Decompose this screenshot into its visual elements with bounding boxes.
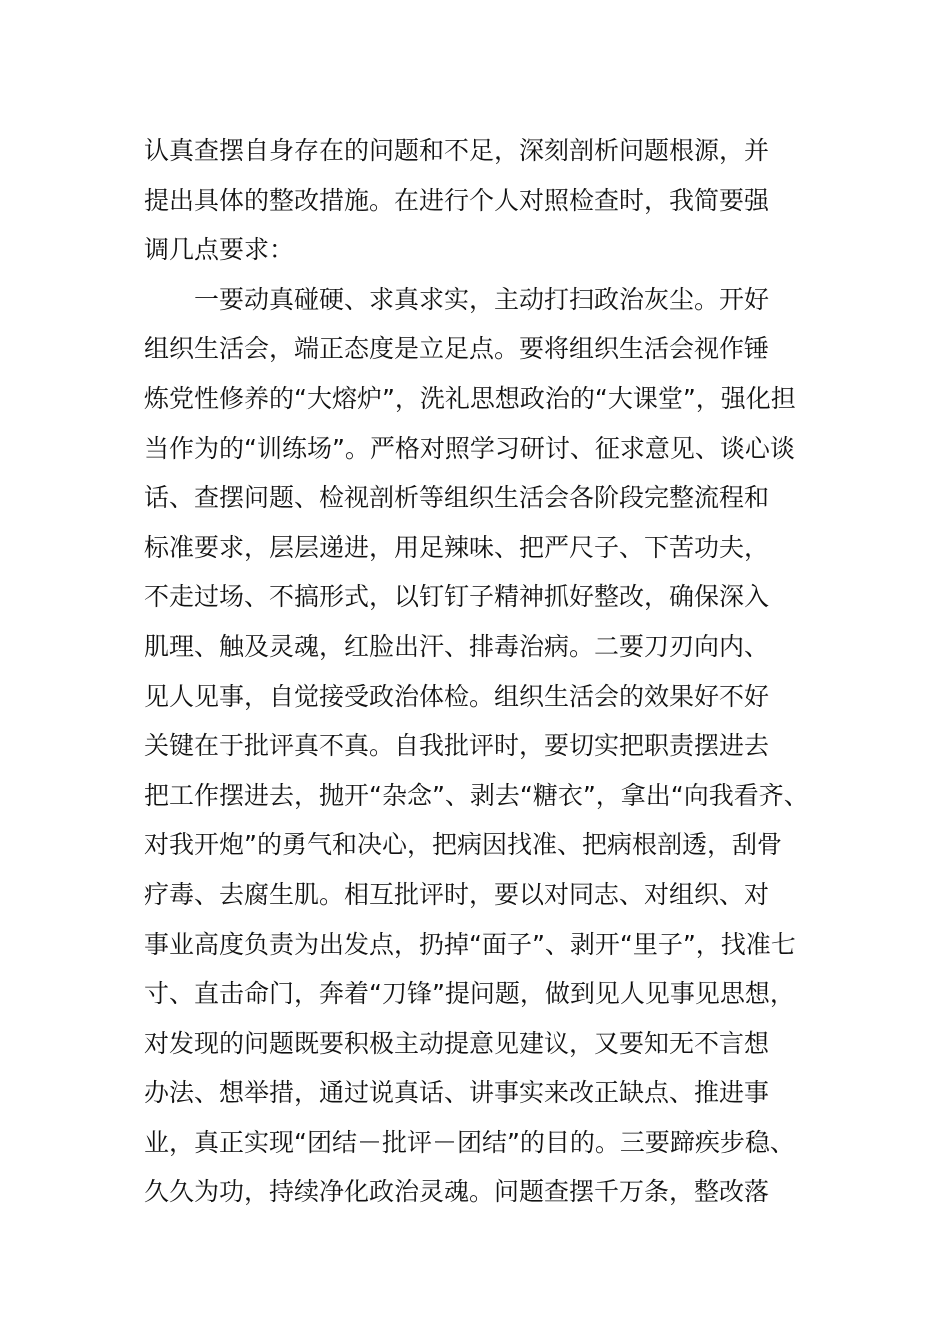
text-line-8: 话、查摆问题、检视剖析等组织生活会各阶段完整流程和 [144, 483, 770, 513]
text-line-14: 把工作摆进去，抛开“杂念”、剥去“糖衣”，拿出“向我看齐、 [144, 780, 809, 810]
text-line-16: 疗毒、去腐生肌。相互批评时，要以对同志、对组织、对 [144, 879, 770, 909]
text-line-11: 肌理、触及灵魂，红脸出汗、排毒治病。二要刀刃向内、 [144, 631, 770, 661]
text-line-20: 办法、想举措，通过说真话、讲事实来改正缺点、推进事 [144, 1078, 770, 1108]
text-line-1: 认真查摆自身存在的问题和不足，深刻剖析问题根源，并 [144, 136, 770, 165]
text-line-5: 组织生活会，端正态度是立足点。要将组织生活会视作锤 [144, 334, 770, 364]
text-line-22: 久久为功，持续净化政治灵魂。问题查摆千万条，整改落 [144, 1177, 770, 1207]
body-text [144, 126, 808, 1217]
text-line-2: 提出具体的整改措施。在进行个人对照检查时，我简要强 [144, 185, 770, 215]
text-line-3: 调几点要求： [144, 235, 295, 265]
text-line-7: 当作为的“训练场”。严格对照学习研讨、征求意见、谈心谈 [144, 433, 795, 463]
text-line-10: 不走过场、不搞形式，以钉钉子精神抓好整改，确保深入 [144, 582, 770, 612]
text-line-15: 对我开炮”的勇气和决心，把病因找准、把病根剖透，刮骨 [144, 830, 782, 860]
text-line-17: 事业高度负责为出发点，扔掉“面子”、剥开“里子”，找准七 [144, 929, 796, 959]
text-line-12: 见人见事，自觉接受政治体检。组织生活会的效果好不好 [144, 681, 770, 711]
text-line-19: 对发现的问题既要积极主动提意见建议，又要知无不言想 [144, 1028, 770, 1058]
text-line-9: 标准要求，层层递进，用足辣味、把严尺子、下苦功夫， [144, 532, 770, 562]
text-line-4: 一要动真碰硬、求真求实，主动打扫政治灰尘。开好 [144, 284, 770, 314]
text-line-21: 业，真正实现“团结－批评－团结”的目的。三要蹄疾步稳、 [144, 1127, 795, 1157]
text-line-6: 炼党性修养的“大熔炉”，洗礼思想政治的“大课堂”，强化担 [144, 383, 796, 413]
text-line-13: 关键在于批评真不真。自我批评时，要切实把职责摆进去 [144, 731, 770, 761]
text-line-18: 寸、直击命门，奔着“刀锋”提问题，做到见人见事见思想， [144, 979, 795, 1009]
